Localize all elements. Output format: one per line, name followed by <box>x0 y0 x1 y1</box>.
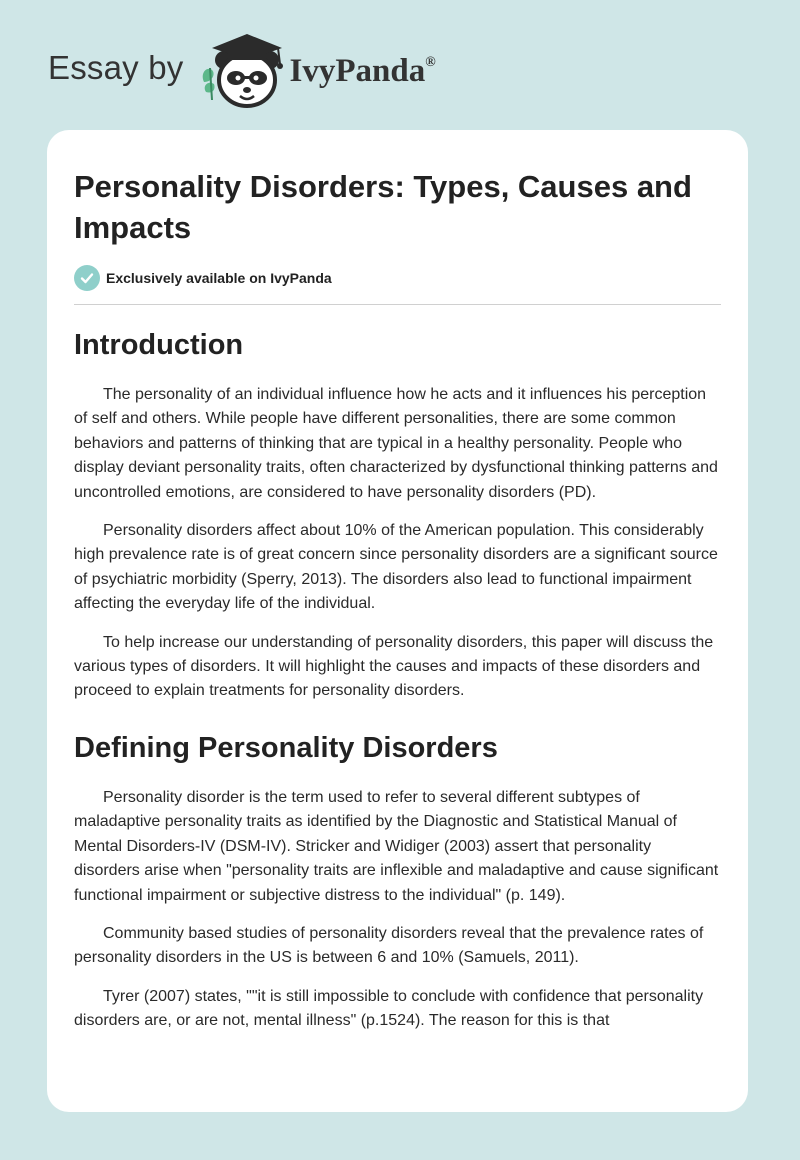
paragraph: Community based studies of personality disorders reveal that the prevalence rates of personality disorders in the US is between 6 and 10% (Samuels, 2011). <box>74 924 704 967</box>
divider <box>74 304 721 305</box>
paragraph: Personality disorders affect about 10% of the American population. This considerably high prevalence rate is of great concern since personality disorders are a significant source of psychiatric morbidity (Sperry, 2013). The disorders also lead to functional impairment affecting the everyday life of the individual. <box>74 522 718 613</box>
brand-name[interactable]: IvyPanda® <box>289 52 436 89</box>
section-defining-personality-disorders <box>74 728 721 1034</box>
panda-graduate-icon[interactable] <box>198 30 294 110</box>
paragraph: Tyrer (2007) states, ""it is still impossible to conclude with confidence that personality disorders are, or are not, mental illness" (p.1524). The reason for this is that <box>74 987 704 1030</box>
section-introduction <box>74 325 721 704</box>
registered-mark: ® <box>425 54 436 70</box>
essay-by-label: Essay by <box>48 49 184 86</box>
section-heading: Defining Personality Disorders <box>74 731 498 764</box>
exclusive-badge <box>74 264 721 292</box>
paragraph: The personality of an individual influence how he acts and it influences his perception of self and others. While people have different personalities, there are some common behaviors and patterns of thinking that are typical in a healthy personality. People who display deviant personality traits, often characterized by dysfunctional thinking patterns and uncontrolled emotions, are considered to have personality disorders (PD). <box>74 386 718 501</box>
section-heading: Introduction <box>74 329 244 361</box>
article-title: Personality Disorders: Types, Causes and Impacts <box>74 169 692 245</box>
check-icon <box>74 265 100 291</box>
article-card <box>47 130 748 1112</box>
paragraph: To help increase our understanding of personality disorders, this paper will discuss the various types of disorders. It will highlight the causes and impacts of these disorders and proceed to explain treatments for personality disorders. <box>74 633 714 700</box>
site-header <box>48 30 436 110</box>
paragraph: Personality disorder is the term used to refer to several different subtypes of maladaptive personality traits as identified by the Diagnostic and Statistical Manual of Mental Disorders-IV (DSM-IV). Stricker and Widiger (2003) assert that personality disorders arise when "personality traits are inflexible and maladaptive and cause significant functional impairment or subjective distress to the individual" (p. 149). <box>74 788 719 904</box>
exclusive-label: Exclusively available on IvyPanda <box>106 270 332 286</box>
